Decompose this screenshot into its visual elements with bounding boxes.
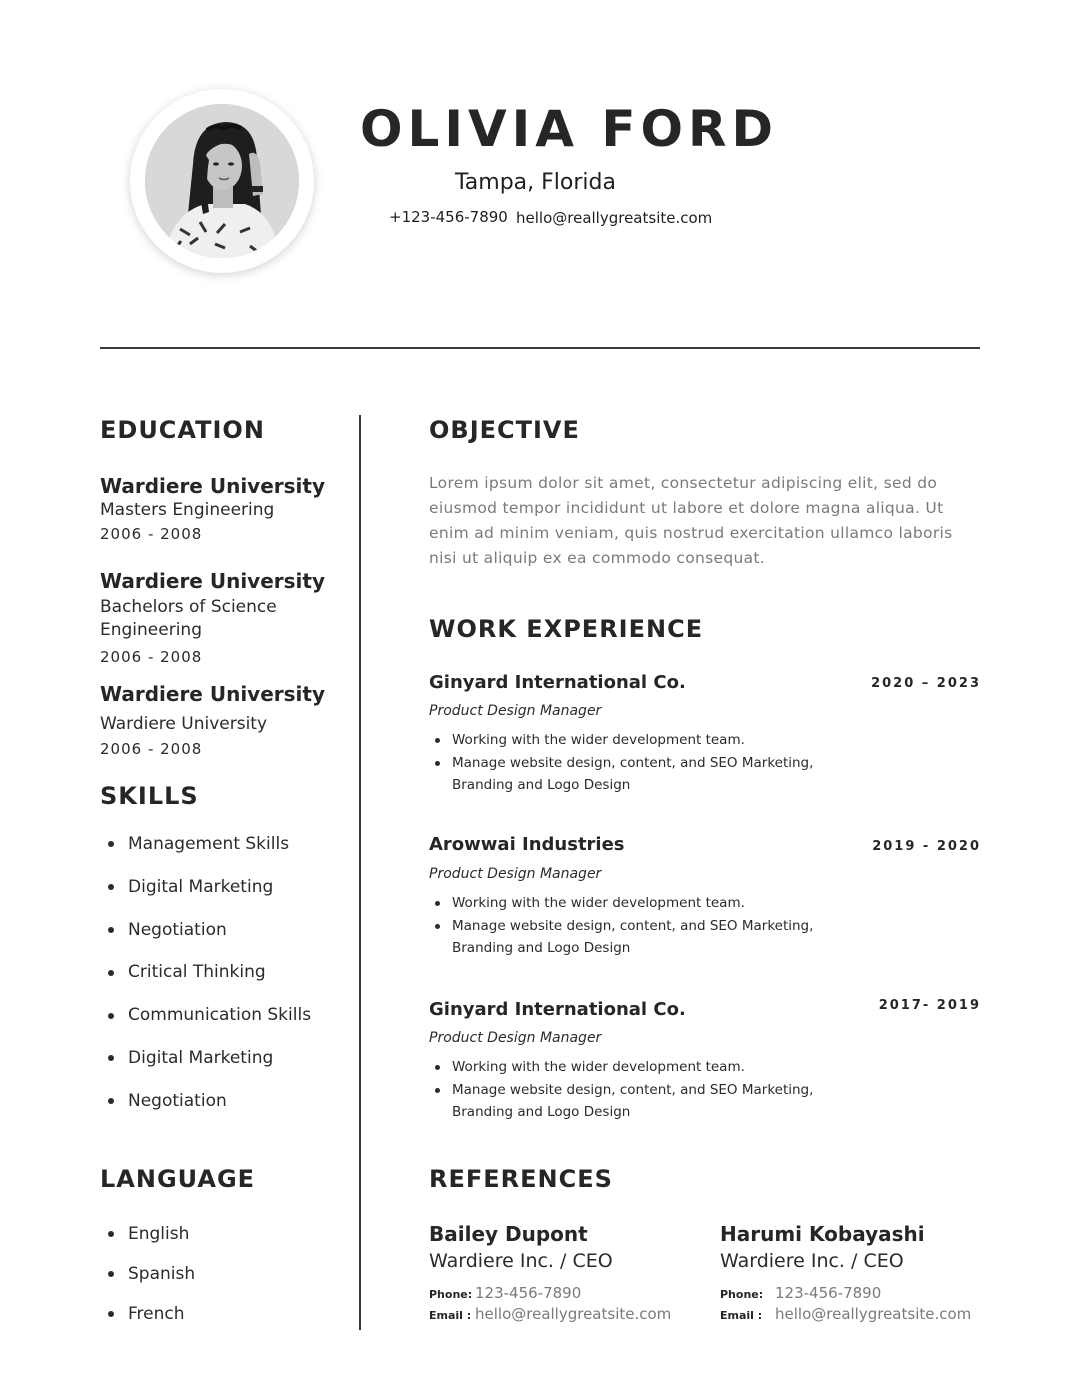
- job-years: 2020 – 2023: [871, 676, 981, 691]
- reference-role: Wardiere Inc. / CEO: [720, 1250, 904, 1272]
- list-item: Management Skills: [100, 823, 311, 866]
- job-years: 2017- 2019: [878, 998, 981, 1013]
- list-item: English: [100, 1214, 195, 1254]
- candidate-email: hello@reallygreatsite.com: [516, 209, 713, 227]
- objective-heading: OBJECTIVE: [429, 416, 580, 444]
- list-item: Manage website design, content, and SEO Marketing, Branding and Logo Design: [429, 1079, 829, 1124]
- list-item: Digital Marketing: [100, 1037, 311, 1080]
- education-years: 2006 - 2008: [100, 740, 203, 758]
- reference-phone-value: 123-456-7890: [775, 1284, 882, 1302]
- job-role: Product Design Manager: [429, 1030, 602, 1046]
- job-role: Product Design Manager: [429, 703, 602, 719]
- avatar: [145, 104, 299, 258]
- list-item: Working with the wider development team.: [429, 892, 829, 915]
- email-label: Email :: [429, 1309, 472, 1322]
- reference-phone-value: 123-456-7890: [475, 1284, 582, 1302]
- column-divider: [359, 415, 361, 1330]
- education-degree: Wardiere University: [100, 714, 268, 734]
- list-item: Communication Skills: [100, 994, 311, 1037]
- education-degree: Bachelors of Science Engineering: [100, 597, 277, 640]
- reference-email-value: hello@reallygreatsite.com: [475, 1305, 672, 1323]
- education-heading: EDUCATION: [100, 416, 265, 444]
- candidate-name: OLIVIA FORD: [360, 100, 779, 158]
- skills-heading: SKILLS: [100, 782, 199, 810]
- education-school: Wardiere University: [100, 569, 325, 593]
- list-item: Manage website design, content, and SEO Marketing, Branding and Logo Design: [429, 752, 829, 797]
- references-heading: REFERENCES: [429, 1165, 613, 1193]
- list-item: French: [100, 1294, 195, 1334]
- phone-label: Phone:: [429, 1288, 473, 1301]
- list-item: Digital Marketing: [100, 866, 311, 909]
- list-item: Negotiation: [100, 909, 311, 952]
- language-heading: LANGUAGE: [100, 1165, 256, 1193]
- job-bullets: [429, 892, 829, 960]
- reference-phone: [720, 1284, 881, 1302]
- list-item: Working with the wider development team.: [429, 1056, 829, 1079]
- job-bullets: [429, 1056, 829, 1124]
- job-company: Ginyard International Co.: [429, 672, 686, 693]
- reference-email-value: hello@reallygreatsite.com: [775, 1305, 972, 1323]
- education-years: 2006 - 2008: [100, 648, 203, 666]
- job-role: Product Design Manager: [429, 866, 602, 882]
- education-years: 2006 - 2008: [100, 525, 203, 543]
- education-degree: Masters Engineering: [100, 500, 275, 520]
- candidate-phone: +123-456-7890: [389, 208, 508, 226]
- header-divider: [100, 347, 980, 349]
- education-school: Wardiere University: [100, 682, 325, 706]
- list-item: Working with the wider development team.: [429, 729, 829, 752]
- reference-email: [720, 1305, 971, 1323]
- language-list: [100, 1214, 195, 1334]
- email-label: Email :: [720, 1309, 763, 1322]
- job-bullets: [429, 729, 829, 797]
- job-company: Arowwai Industries: [429, 834, 625, 855]
- list-item: Spanish: [100, 1254, 195, 1294]
- reference-name: Bailey Dupont: [429, 1222, 588, 1246]
- skills-list: [100, 823, 311, 1123]
- reference-name: Harumi Kobayashi: [720, 1222, 925, 1246]
- work-experience-heading: WORK EXPERIENCE: [429, 615, 704, 643]
- list-item: Manage website design, content, and SEO Marketing, Branding and Logo Design: [429, 915, 829, 960]
- reference-email: [429, 1305, 671, 1323]
- job-years: 2019 - 2020: [872, 839, 981, 854]
- education-school: Wardiere University: [100, 474, 325, 498]
- objective-text: Lorem ipsum dolor sit amet, consectetur adipiscing elit, sed do eiusmod tempor incididunt ut labore et dolore magna aliqua. Ut enim ad minim veniam, quis nostrud exercitation ullamco laboris nisi ut aliquip ex ea commodo consequat.: [429, 474, 953, 567]
- reference-phone: [429, 1284, 581, 1302]
- job-company: Ginyard International Co.: [429, 999, 686, 1020]
- reference-role: Wardiere Inc. / CEO: [429, 1250, 613, 1272]
- profile-photo-frame: [130, 89, 314, 273]
- list-item: Critical Thinking: [100, 951, 311, 994]
- phone-label: Phone:: [720, 1288, 764, 1301]
- candidate-location: Tampa, Florida: [455, 170, 616, 195]
- list-item: Negotiation: [100, 1080, 311, 1123]
